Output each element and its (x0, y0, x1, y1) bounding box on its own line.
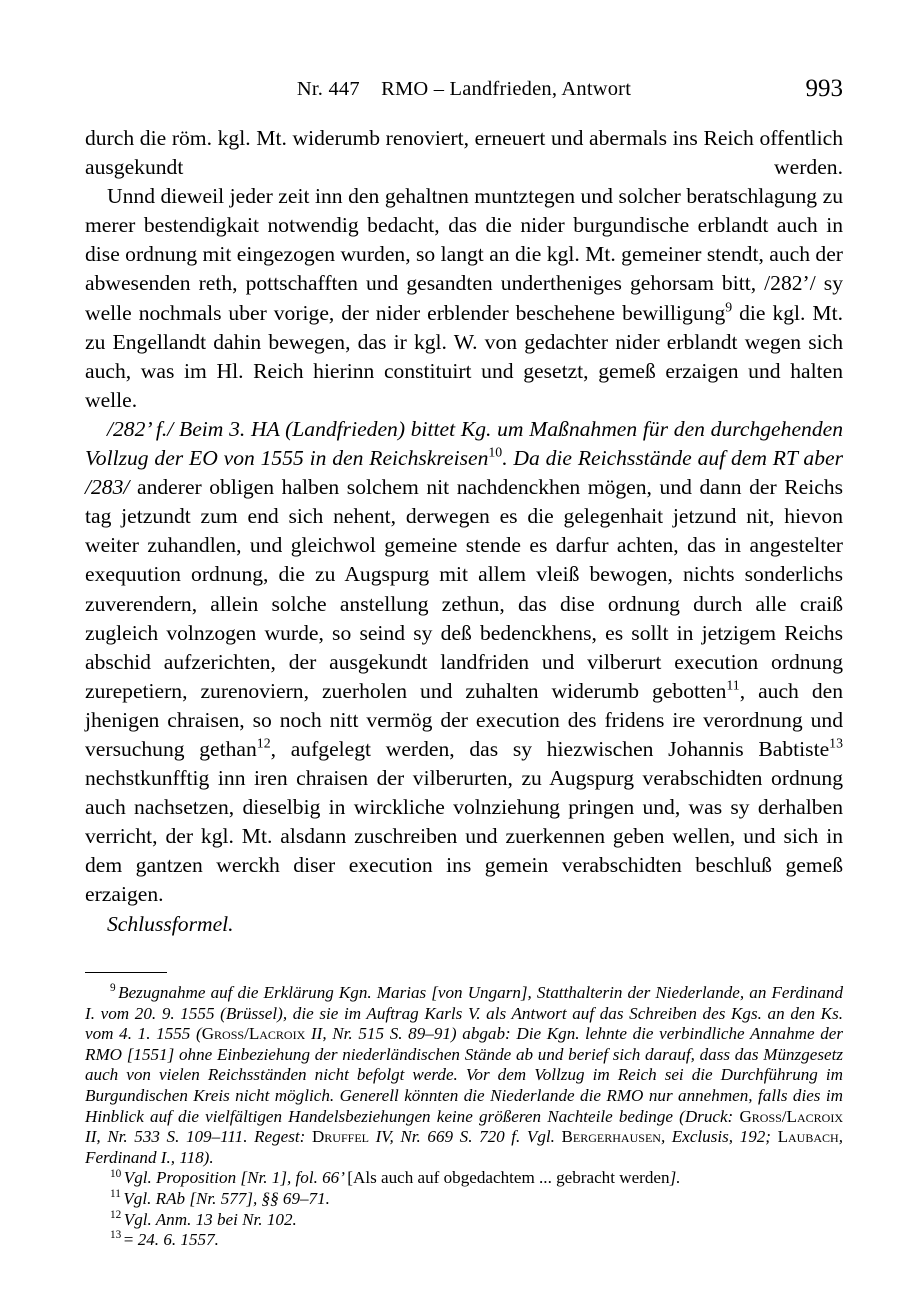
footnote-13-roman-0: = (123, 1230, 138, 1250)
paragraph-unnd-dieweil (85, 182, 843, 415)
footnote-9-author-5: Druffel (311, 1127, 369, 1147)
footnote-10 (85, 1168, 843, 1189)
footnote-12 (85, 1210, 843, 1231)
footnote-marker-9[interactable]: 9 (725, 299, 733, 314)
paragraph-schlussformel (85, 910, 843, 939)
regest-roman-body-4: nechstkunfftig inn iren chraisen der vilberurten, zu Augspurg verabschidten ordnung auch nachsetzen, dieselbig in wirckliche volnziehung pringen und, was sy derhalben verricht, der kgl. Mt. alsdann zuschreiben und zuerkennen geben wellen, und sich in dem gantzen werckh diser execution ins gemein verabschidten beschluß gemeß erzaigen. (85, 766, 843, 907)
footnote-9-text-10: , Ferdinand I., 118). (85, 1127, 843, 1167)
footnote-10-text-2: ]. (669, 1168, 681, 1188)
footnote-9-text-0: Bezugnahme auf die Erklärung Kgn. Marias [von Ungarn], Statthalterin der Niederlande, an Ferdinand I. vom 20. 9. 1555 (Brüssel), die sie im Auftrag Karls V. als Antwort auf das Schreiben des Kgs. an den Ks. vom 4. 1. 1555 ( (85, 983, 843, 1044)
footnote-11 (85, 1189, 843, 1210)
regest-roman-body-2: , auch den jhenigen chraisen, so noch nitt vermög der execution des fridens ire verordnung und versuchung gethan (85, 678, 843, 761)
footnote-marker-13[interactable]: 13 (829, 735, 843, 751)
footnote-12-text-0: Vgl. Anm. 13 bei Nr. 102. (123, 1209, 297, 1229)
footnote-number-11[interactable]: 11 (110, 1188, 121, 1201)
regest-roman-body-3: , aufgelegt werden, das sy hiezwischen Johannis Babtiste (270, 736, 830, 761)
footnote-9-text-2: II, Nr. 515 S. 89–91) abgab: Die Kgn. lehnte die verbindliche Annahme der RMO [1551] ohne Einbeziehung der niederländischen Stände ab und berief sich darauf, dass das Münzgesetz auch von vielen Reichsständen nicht befolgt werde. Vor dem Vollzug im Reich sei die Durchführung im Burgundischen Kreis nicht möglich. Generell könnten die Niederlande die RMO nur annehmen, falls dies im Hinblick auf die vielfältigen Handelsbeziehungen keine größeren Nachteile bedinge (Druck: (85, 1024, 844, 1126)
paragraph-2-pre-text: Unnd dieweil jeder zeit inn den gehaltnen muntztegen und solcher beratschlagung zu merer bestendigkait notwendig bedacht, das die nider burgundische erblandt auch in dise ordnung mit eingezogen wurden, so langt an die kgl. Mt. gemeiner stendt, auch der abwesenden reth, pottschafften und gesandten undertheniges gehorsam bitt, /282’/ sy welle nochmals uber vorige, der nider erblender beschehene bewilligung (85, 184, 843, 325)
footnote-number-10[interactable]: 10 (110, 1167, 122, 1180)
footnote-10-roman-1: [Als auch auf obgedachtem ... gebracht werden (347, 1168, 670, 1188)
footnote-9-author-3: Gross/Lacroix (739, 1106, 843, 1126)
footnote-number-13[interactable]: 13 (110, 1229, 122, 1242)
footnote-9-author-9: Laubach (777, 1127, 839, 1147)
footnote-number-9[interactable]: 9 (110, 982, 116, 995)
regest-italic-lead: /282’ f./ Beim 3. HA (Landfrieden) bittet Kg. um Maßnahmen für den durchgehenden Vollzug der EO von 1555 in den Reichskreisen (85, 416, 843, 471)
paragraph-1-text: durch die röm. kgl. Mt. widerumb renoviert, erneuert und abermals ins Reich offentlich ausgekundt werden. (85, 126, 843, 180)
paragraph-regest-summary (85, 415, 843, 910)
footnote-13-text-1: 24. 6. 1557. (137, 1230, 219, 1250)
paragraph-continuation (85, 124, 843, 182)
footnote-9-author-7: Bergerhausen (561, 1127, 661, 1147)
footnote-9-author-1: Gross/Lacroix (201, 1024, 306, 1044)
footnote-11-text-0: Vgl. RAb [Nr. 577], §§ 69–71. (123, 1188, 330, 1208)
running-head (85, 75, 843, 106)
footnote-9-text-4: II, Nr. 533 S. 109–111. Regest: (85, 1127, 312, 1147)
footnote-marker-11[interactable]: 11 (726, 677, 740, 693)
regest-italic-continued: . Da die Reichsstände auf dem RT aber /283/ (85, 446, 844, 500)
paragraph-2-post-text: die kgl. Mt. zu Engellandt dahin bewegen, das ir kgl. W. von gedachter nider erblandt wegen sich auch, was im Hl. Reich hierinn constituirt und gesetzt, gemeß erzaigen und halten welle. (85, 300, 843, 412)
footnote-10-text-0: Vgl. Proposition [Nr. 1], fol. 66’ (123, 1168, 348, 1188)
regest-roman-body-1: anderer obligen halben solchem nit nachdenckhen mögen, und dann der Reichs tag jetzundt zum end sich nehent, derwegen es die gelegenhait jetzund nit, hievon weiter zuhandlen, und gleichwol gemeine stende es darfur achten, das in angestelter exequution ordnung, die zu Augspurg mit allem vleiß bewogen, nichts sonderlichs zuverendern, allein solche anstellung zethun, das dise ordnung durch alle craiß zugleich volnzogen wurde, so seind sy deß bedenckhens, es sollt in jetzigem Reichs abschid aufzerichten, der ausgekundt landfriden und vilberurt execution ordnung zurepetiern, zurenoviern, zuerholen und zuhalten widerumb gebotten (85, 475, 843, 703)
footnote-number-12[interactable]: 12 (110, 1208, 122, 1221)
footnote-marker-12[interactable]: 12 (256, 735, 271, 751)
footnote-9-text-8: , Exclusis, 192; (660, 1127, 778, 1147)
footnote-separator-rule (85, 972, 167, 973)
footnote-13 (85, 1230, 843, 1251)
schlussformel-text: Schlussformel. (107, 911, 234, 936)
footnote-9 (85, 983, 843, 1168)
footnote-list (85, 983, 843, 1251)
footnote-marker-10[interactable]: 10 (488, 444, 503, 460)
page-number: 993 (805, 75, 843, 102)
running-head-title: Nr. 447 RMO – Landfrieden, Antwort (296, 78, 632, 100)
body-text (85, 124, 843, 939)
footnote-9-text-6: IV, Nr. 669 S. 720 f. Vgl. (368, 1127, 562, 1147)
